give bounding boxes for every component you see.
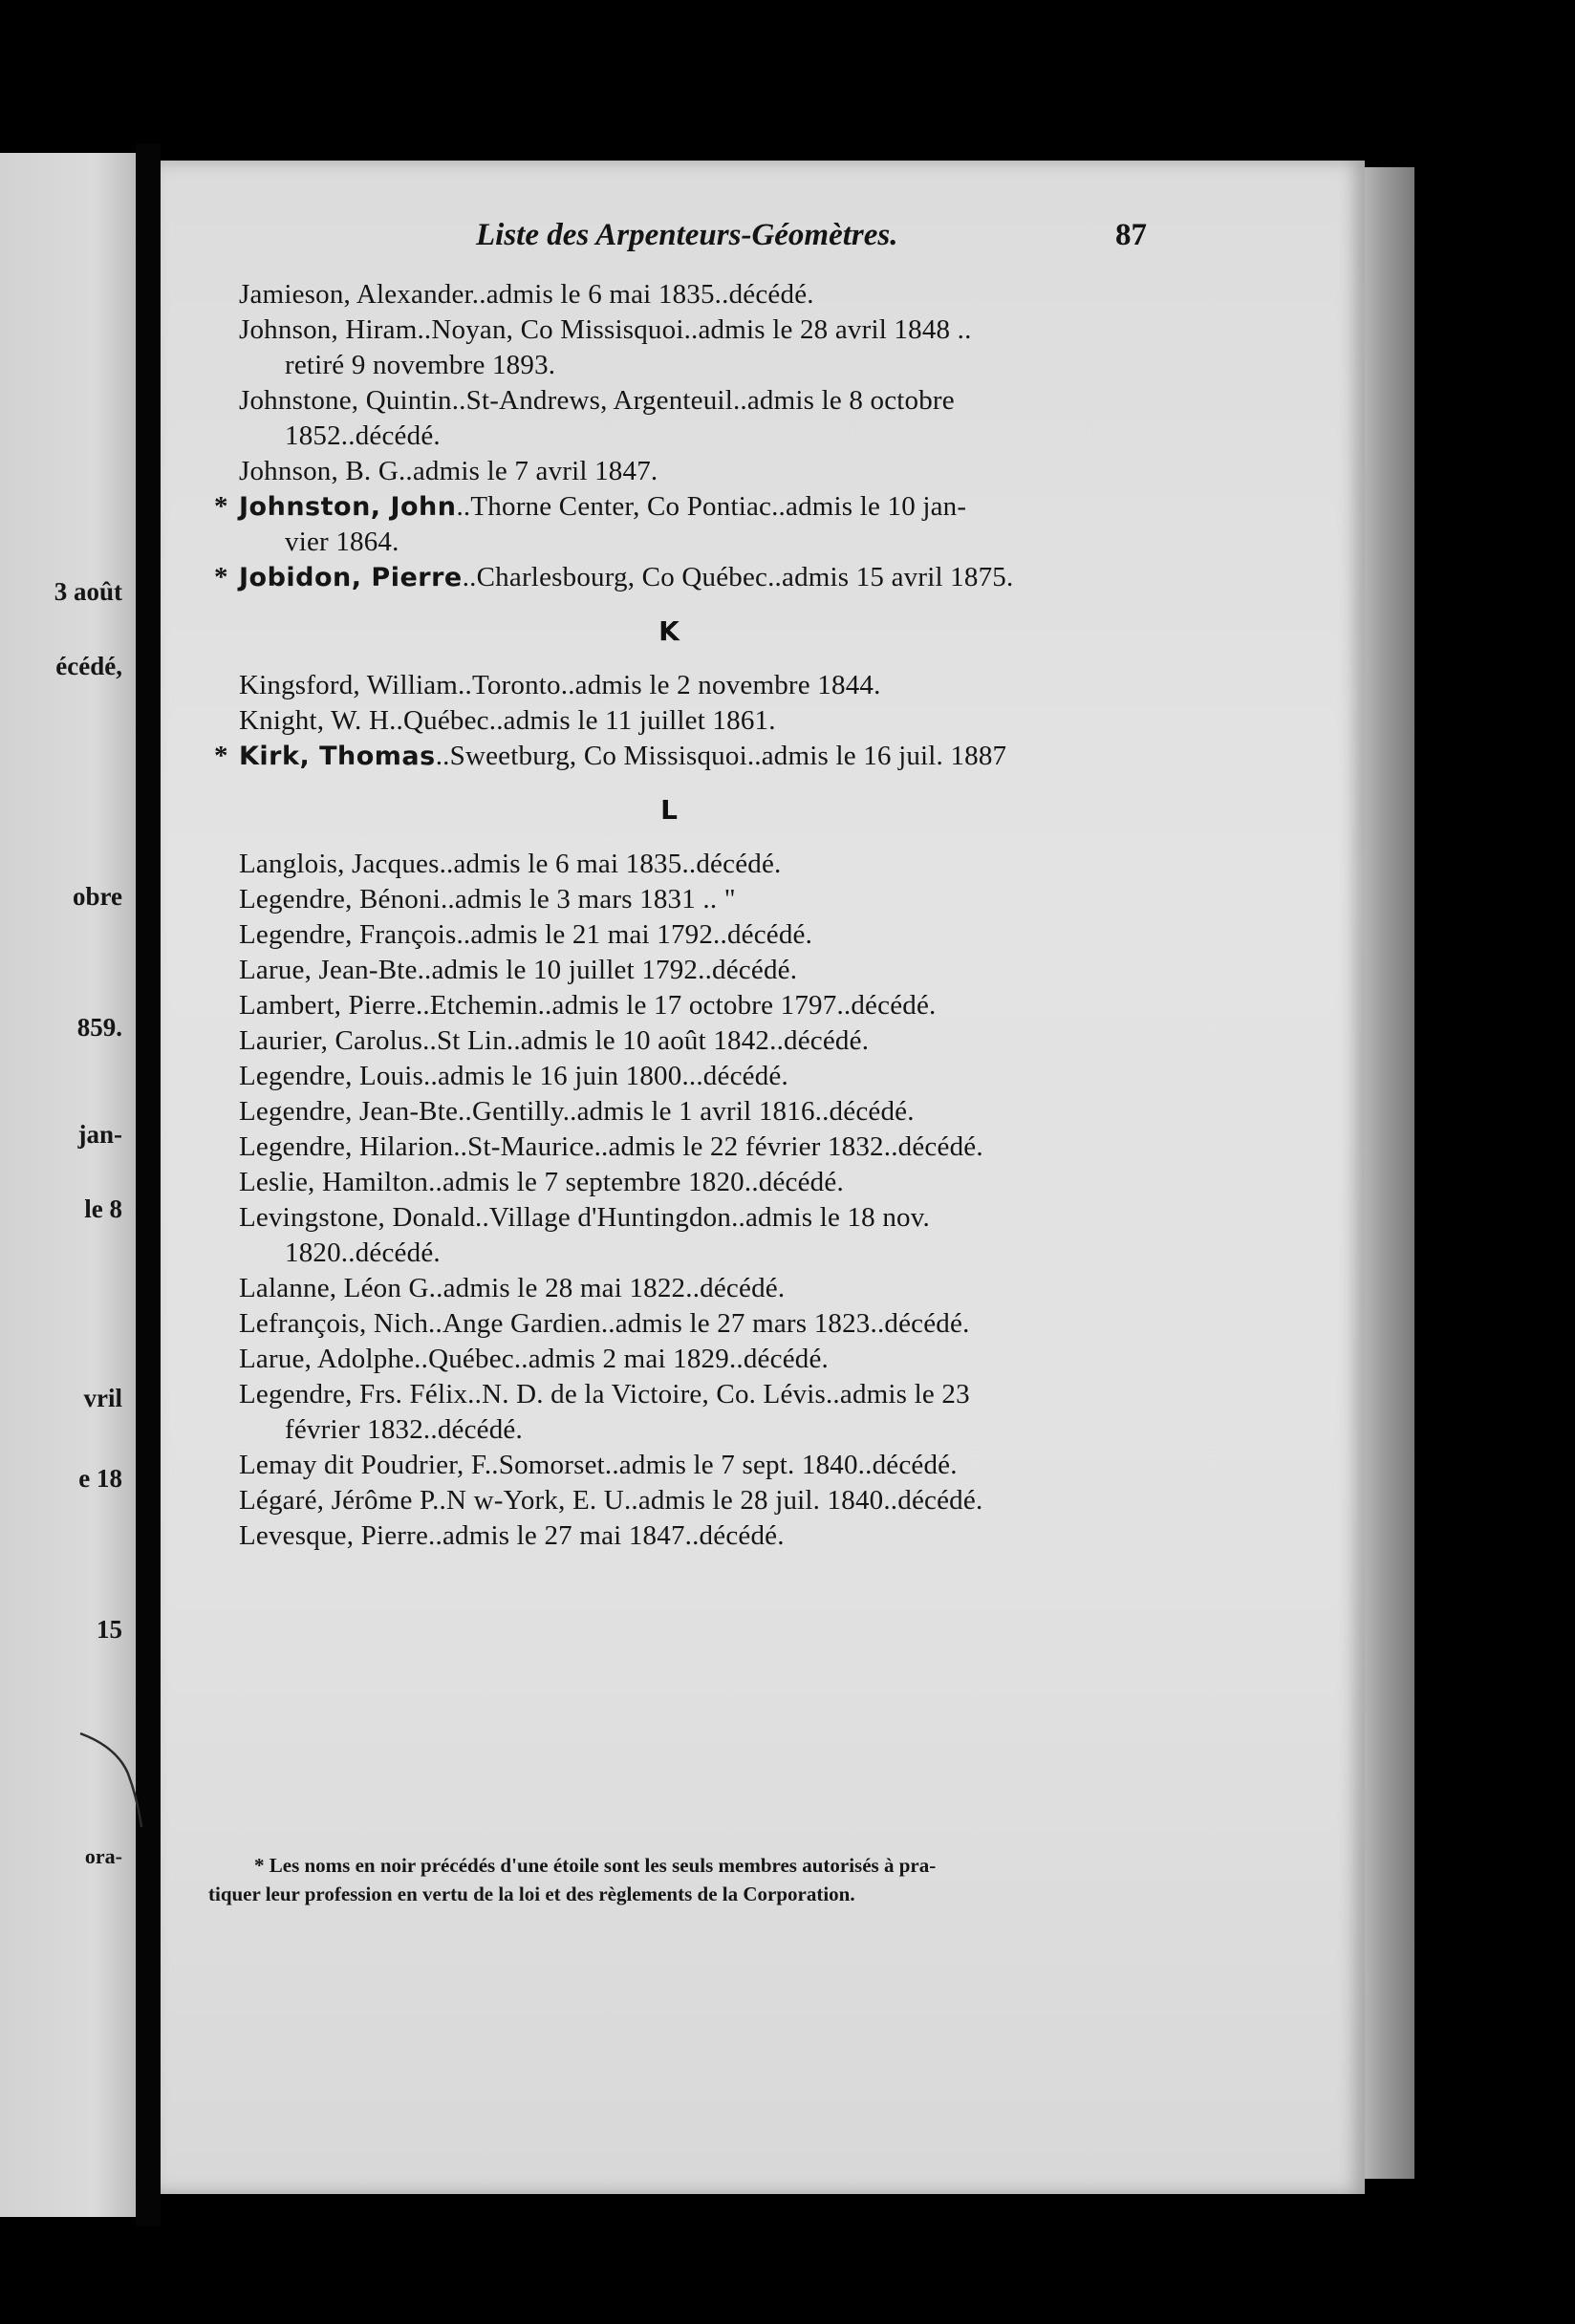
entry-text: Larue, Jean-Bte..admis le 10 juillet 1792..décédé. <box>239 955 798 985</box>
list-entry <box>239 668 1156 703</box>
section-letter-k: K <box>658 615 680 647</box>
entry-continuation: vier 1864. <box>285 527 399 557</box>
entry-text: Legendre, Hilarion..St-Maurice..admis le 22 février 1832..décédé. <box>239 1131 983 1162</box>
list-entry <box>239 1448 1156 1483</box>
list-entry <box>239 1483 1156 1518</box>
list-entry <box>239 953 1156 988</box>
star-marker: * <box>214 562 228 592</box>
star-marker: * <box>214 741 228 771</box>
list-entry <box>239 454 1156 489</box>
list-entry <box>239 847 1156 882</box>
entry-continuation: 1820..décédé. <box>285 1237 441 1268</box>
left-page-text: 3 août <box>54 577 122 606</box>
footnote <box>208 1851 1145 1908</box>
list-entry-authorized <box>214 739 1156 774</box>
list-entry <box>239 1059 1156 1094</box>
entry-continuation: 1852..décédé. <box>285 420 441 451</box>
footnote-line: * Les noms en noir précédés d'une étoile sont les seuls membres autorisés à pra- <box>254 1854 937 1877</box>
entry-text: Laurier, Carolus..St Lin..admis le 10 août 1842..décédé. <box>239 1025 870 1056</box>
star-marker: * <box>214 491 228 522</box>
left-page-text: e 18 <box>78 1464 122 1493</box>
entry-text: Legendre, François..admis le 21 mai 1792..décédé. <box>239 919 813 950</box>
list-entry <box>239 383 1156 454</box>
page-number: 87 <box>1115 218 1147 252</box>
page-title: Liste des Arpenteurs-Géomètres. <box>476 218 898 252</box>
list-entry <box>239 1165 1156 1200</box>
left-page-text: 859. <box>76 1013 122 1042</box>
entry-text: Jamieson, Alexander..admis le 6 mai 1835..décédé. <box>239 279 814 310</box>
entry-name-bold: Kirk, Thomas <box>239 742 436 771</box>
entry-text: Legendre, Louis..admis le 16 juin 1800...décédé. <box>239 1061 788 1091</box>
entry-name-bold: Jobidon, Pierre <box>239 563 463 592</box>
entry-text: ..Thorne Center, Co Pontiac..admis le 10 jan- <box>456 491 967 522</box>
list-entry <box>239 1094 1156 1130</box>
list-entry <box>239 1518 1156 1554</box>
entry-text: Leslie, Hamilton..admis le 7 septembre 1820..décédé. <box>239 1167 844 1197</box>
section-letter-l: L <box>660 794 678 826</box>
surveyor-list <box>214 277 1156 1554</box>
entry-text: Lemay dit Poudrier, F..Somorset..admis le 7 sept. 1840..décédé. <box>239 1450 958 1480</box>
running-head <box>315 218 1176 268</box>
entry-text: Johnstone, Quintin..St-Andrews, Argenteuil..admis le 8 octobre <box>239 385 955 416</box>
entry-text: Knight, W. H..Québec..admis le 11 juillet 1861. <box>239 705 776 736</box>
entry-name-bold: Johnston, John <box>239 492 457 522</box>
left-page-text: 15 <box>97 1615 122 1644</box>
book-gutter <box>136 143 161 2227</box>
entry-text: Johnson, B. G..admis le 7 avril 1847. <box>239 456 658 486</box>
list-entry <box>239 882 1156 917</box>
entry-text: Levingstone, Donald..Village d'Huntingdon..admis le 18 nov. <box>239 1202 930 1233</box>
entry-text: Legendre, Jean-Bte..Gentilly..admis le 1 avril 1816..décédé. <box>239 1096 915 1127</box>
left-page-text: vril <box>83 1384 122 1412</box>
entry-text: Langlois, Jacques..admis le 6 mai 1835..décédé. <box>239 849 782 879</box>
list-entry <box>239 917 1156 953</box>
entry-text: Lambert, Pierre..Etchemin..admis le 17 octobre 1797..décédé. <box>239 990 937 1021</box>
footnote-line: tiquer leur profession en vertu de la loi et des règlements de la Corporation. <box>208 1883 855 1905</box>
left-page-text: obre <box>73 882 122 911</box>
entry-text: Larue, Adolphe..Québec..admis 2 mai 1829..décédé. <box>239 1344 829 1374</box>
pencil-mark <box>78 1728 155 1833</box>
list-entry <box>239 1130 1156 1165</box>
list-entry-authorized <box>214 560 1156 595</box>
list-entry <box>239 1377 1156 1448</box>
entry-text: Légaré, Jérôme P..N w-York, E. U..admis le 28 juil. 1840..décédé. <box>239 1485 983 1516</box>
entry-text: Lalanne, Léon G..admis le 28 mai 1822..décédé. <box>239 1273 786 1303</box>
entry-text: Johnson, Hiram..Noyan, Co Missisquoi..admis le 28 avril 1848 .. <box>239 314 972 345</box>
entry-text: Legendre, Frs. Félix..N. D. de la Victoire, Co. Lévis..admis le 23 <box>239 1379 970 1409</box>
left-page-text: jan- <box>77 1120 122 1149</box>
entry-continuation: retiré 9 novembre 1893. <box>285 350 556 380</box>
entry-text: Kingsford, William..Toronto..admis le 2 novembre 1844. <box>239 670 881 700</box>
list-entry <box>239 703 1156 739</box>
list-entry <box>239 277 1156 312</box>
entry-text: ..Charlesbourg, Co Québec..admis 15 avril 1875. <box>462 562 1014 592</box>
list-entry <box>239 1023 1156 1059</box>
list-entry <box>239 1342 1156 1377</box>
previous-page-fragment <box>0 153 136 2217</box>
entry-text: Lefrançois, Nich..Ange Gardien..admis le 27 mars 1823..décédé. <box>239 1308 970 1339</box>
entry-text: Legendre, Bénoni..admis le 3 mars 1831 .. " <box>239 884 736 915</box>
list-entry <box>239 1200 1156 1271</box>
list-entry-authorized <box>214 489 1156 560</box>
entry-text: ..Sweetburg, Co Missisquoi..admis le 16 juil. 1887 <box>435 741 1007 771</box>
list-entry <box>239 988 1156 1023</box>
list-entry <box>239 1306 1156 1342</box>
page-edge <box>1365 167 1414 2179</box>
entry-text: Levesque, Pierre..admis le 27 mai 1847..décédé. <box>239 1520 785 1551</box>
entry-continuation: février 1832..décédé. <box>285 1414 523 1445</box>
list-entry <box>239 1271 1156 1306</box>
left-page-text: le 8 <box>84 1194 122 1223</box>
list-entry <box>239 312 1156 383</box>
left-page-text: écédé, <box>55 652 122 680</box>
left-page-text: ora- <box>84 1844 122 1868</box>
